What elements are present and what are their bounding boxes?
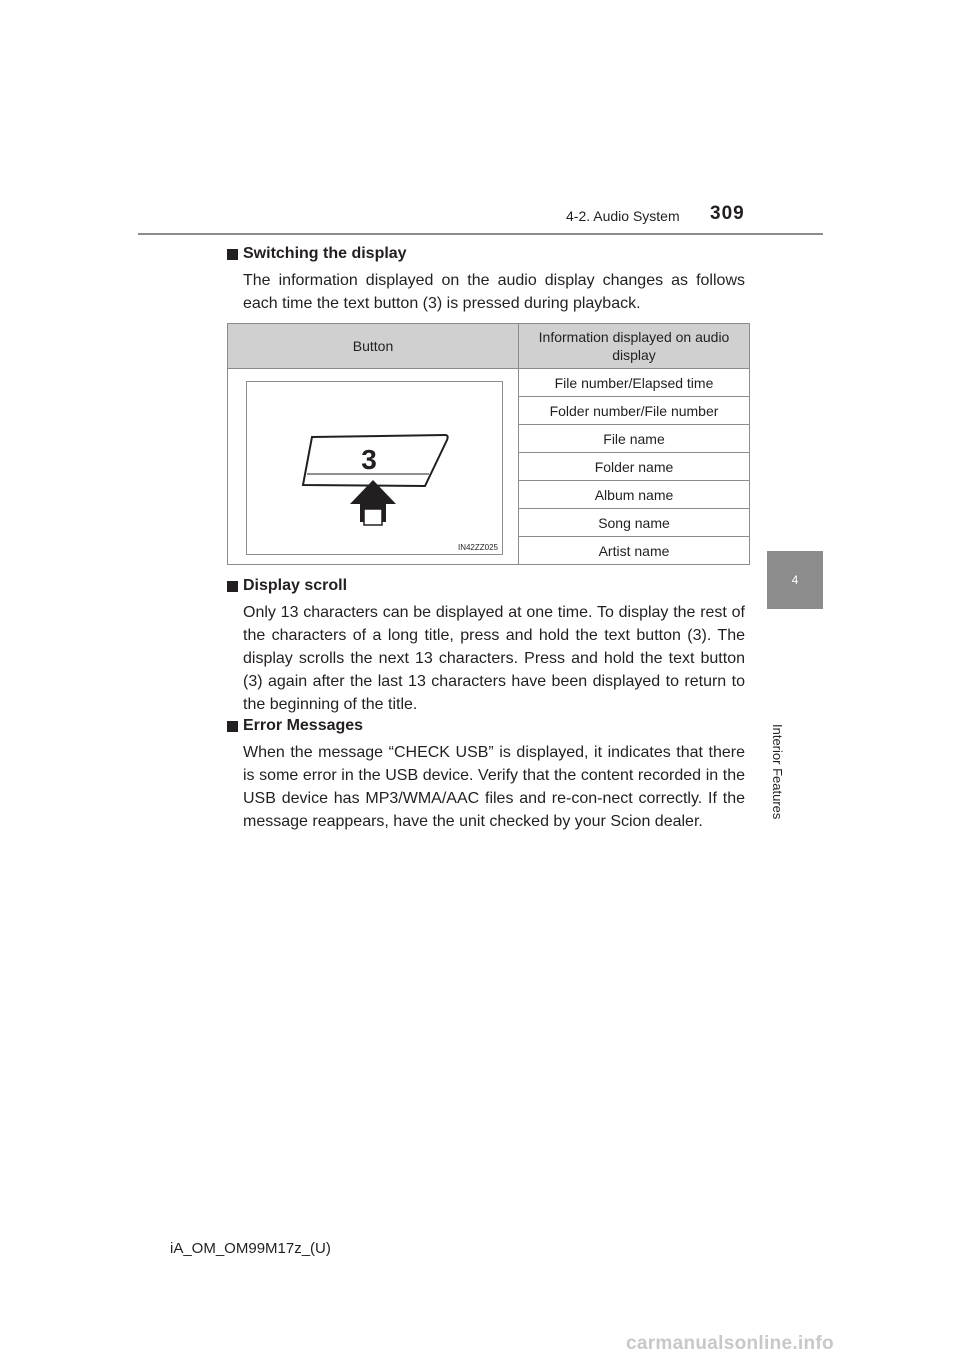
- info-cell: Folder number/File number: [519, 397, 750, 425]
- document-code: iA_OM_OM99M17z_(U): [170, 1240, 331, 1257]
- square-bullet-icon: [227, 721, 238, 732]
- section-body: Only 13 characters can be displayed at one time. To display the rest of the characters of a long title, press and hold the text button (3). The display scrolls the next 13 characters. Press and hold the text button (3) again after the last 13 characters have been displayed to return to the beginning of the title.: [243, 604, 745, 713]
- figure-label: 3: [361, 444, 377, 475]
- button-illustration-cell: [228, 369, 519, 565]
- info-cell: Song name: [519, 509, 750, 537]
- section-body: When the message “CHECK USB” is displayed, it indicates that there is some error in the USB device. Verify that the content recorded in the USB device has MP3/WMA/AAC files and re-con-nect correctly. If the message reappears, have the unit checked by your Scion dealer.: [243, 744, 745, 830]
- text-button-illustration: [246, 381, 503, 555]
- page-number: 309: [710, 203, 745, 224]
- square-bullet-icon: [227, 581, 238, 592]
- section-heading: [227, 575, 745, 597]
- heading-text: Error Messages: [243, 717, 364, 734]
- table-header-row: [228, 324, 750, 369]
- header-divider: [138, 233, 823, 235]
- chapter-title: Interior Features: [770, 724, 785, 820]
- section-heading: [227, 715, 745, 737]
- section-display-scroll: [227, 575, 745, 716]
- section-switching-display: [227, 243, 745, 315]
- info-cell: Album name: [519, 481, 750, 509]
- column-header-info: Information displayed on audio display: [519, 324, 750, 369]
- info-cell: Folder name: [519, 453, 750, 481]
- square-bullet-icon: [227, 249, 238, 260]
- section-body: The information displayed on the audio display changes as follows each time the text button (3) is pressed during playback.: [243, 272, 745, 312]
- info-cell: File name: [519, 425, 750, 453]
- figure-code: IN42ZZ025: [457, 543, 498, 552]
- section-heading: [227, 243, 745, 265]
- chapter-tab: 4: [767, 551, 823, 609]
- text-button-icon: [247, 382, 502, 554]
- table-row: [228, 369, 750, 397]
- heading-text: Display scroll: [243, 577, 348, 594]
- running-header-section: 4-2. Audio System: [566, 208, 680, 224]
- section-error-messages: [227, 715, 745, 833]
- info-cell: Artist name: [519, 537, 750, 565]
- column-header-button: Button: [228, 324, 519, 369]
- display-info-table: [227, 323, 750, 565]
- watermark-text: carmanualsonline.info: [626, 1333, 834, 1354]
- info-cell: File number/Elapsed time: [519, 369, 750, 397]
- heading-text: Switching the display: [243, 245, 407, 262]
